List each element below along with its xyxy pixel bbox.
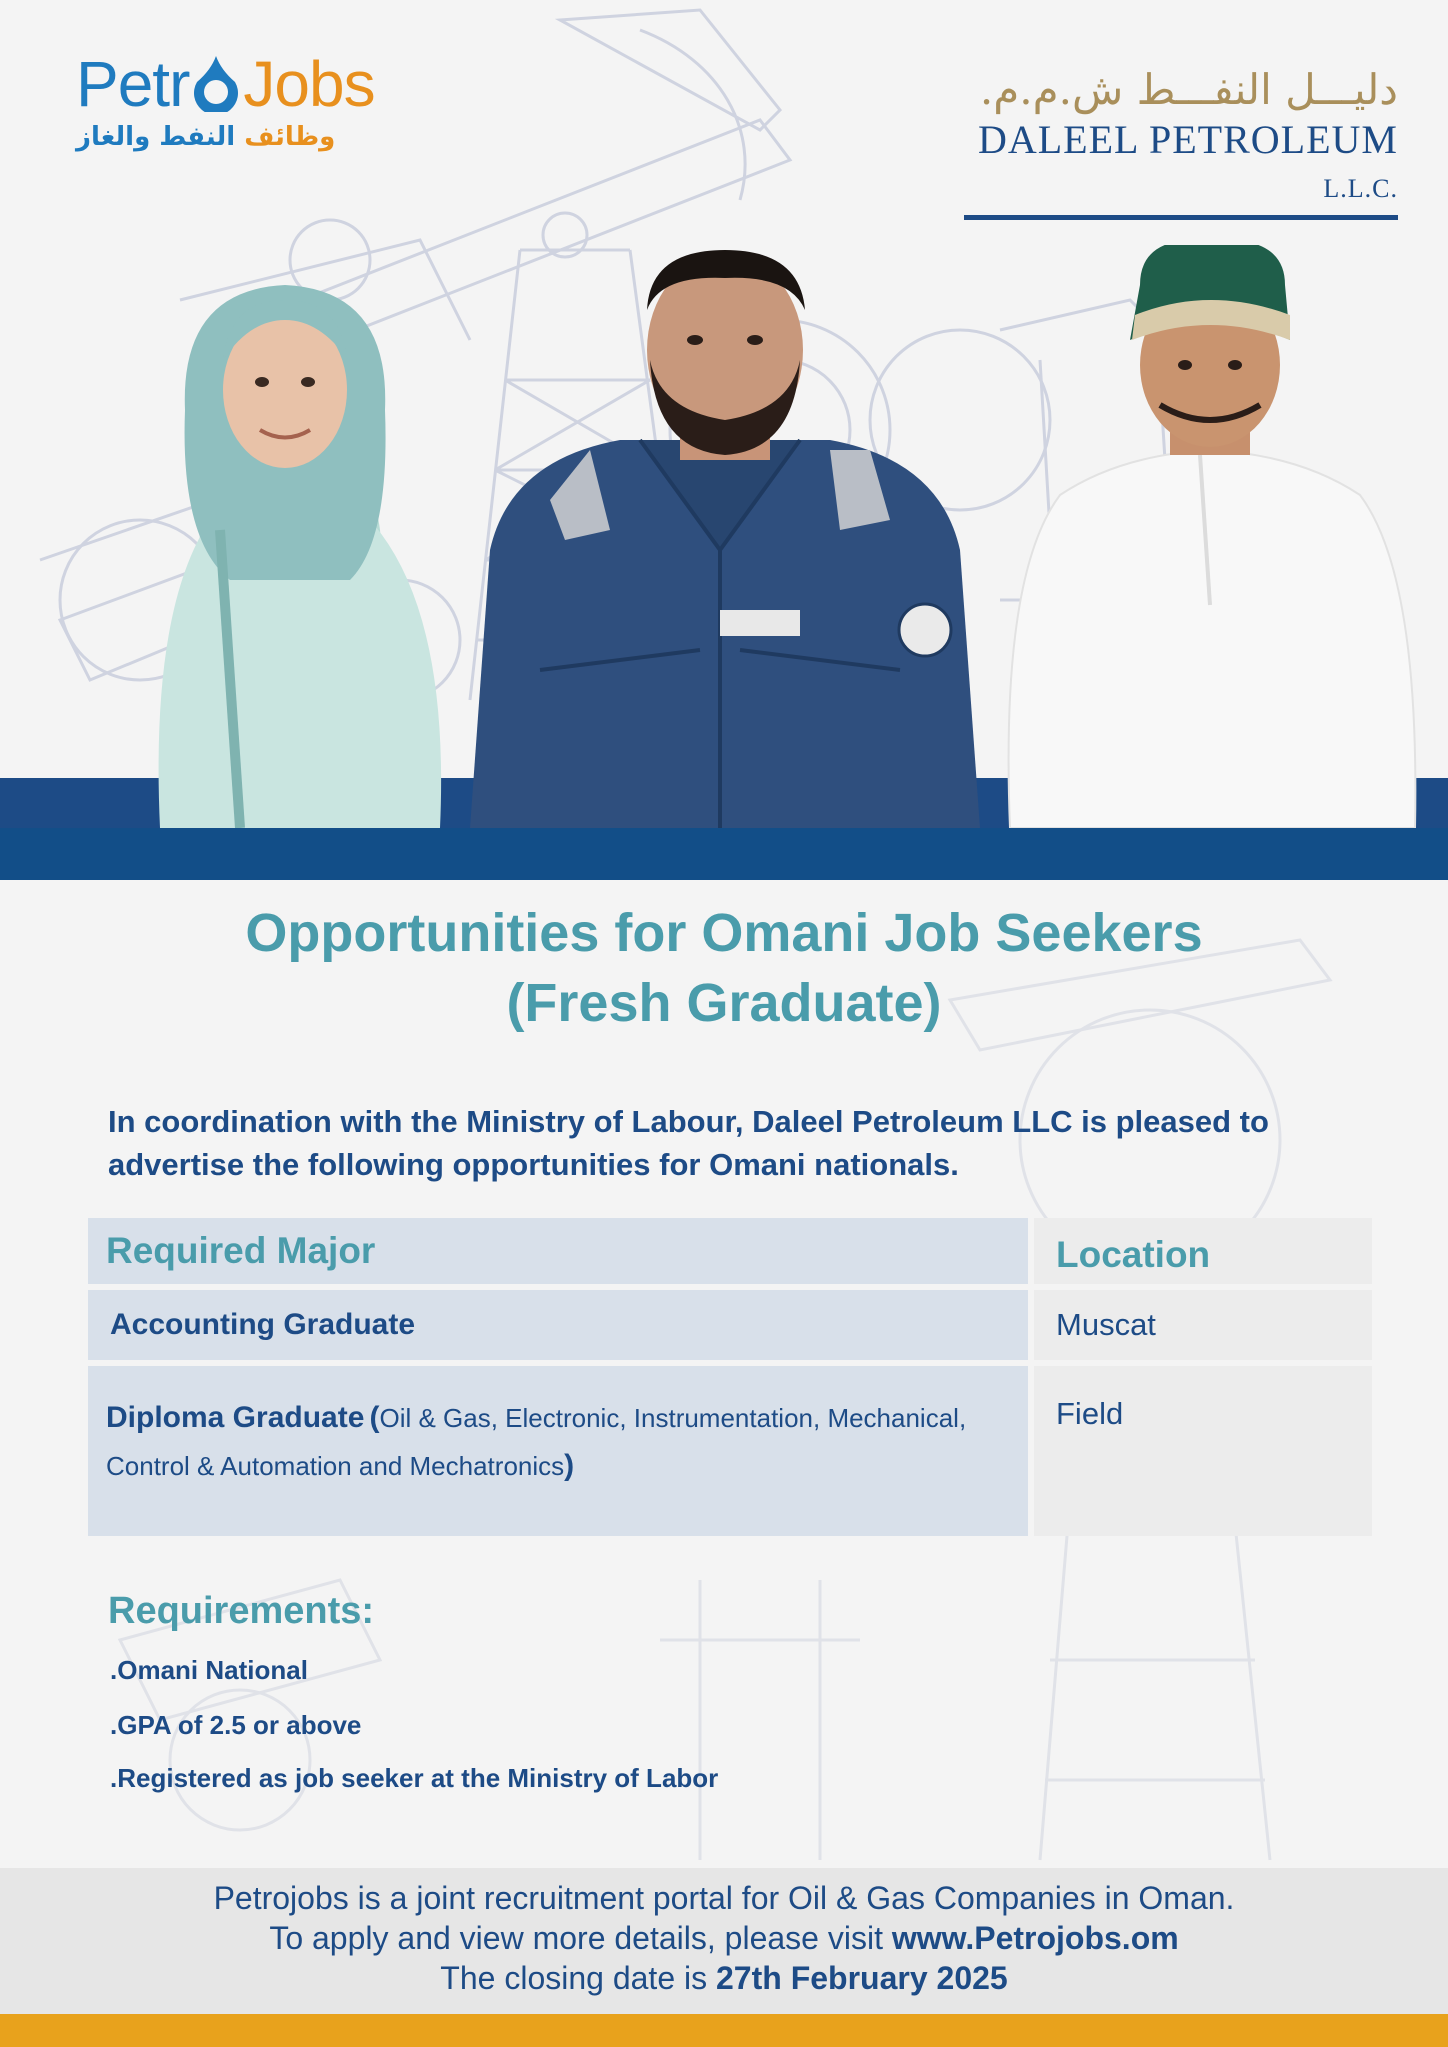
daleel-english-name (938, 118, 1398, 211)
petrojobs-logo-left: Petr (76, 48, 190, 120)
petrojobs-website-link[interactable]: www.Petrojobs.om (891, 1920, 1179, 1956)
title-line-2: (Fresh Graduate) (506, 973, 942, 1033)
paren-close: ) (564, 1449, 575, 1482)
daleel-arabic-name: دليـــل النفـــط ش.م.م. (979, 65, 1398, 114)
table-header-row (88, 1218, 1372, 1284)
petrojobs-logo-right: Jobs (243, 48, 375, 120)
location-field: Field (1056, 1396, 1124, 1431)
daleel-petroleum-logo (938, 65, 1398, 203)
location-cell (1034, 1290, 1372, 1360)
major-cell (88, 1366, 1028, 1536)
man-dishdasha-photo (1000, 245, 1420, 828)
footer-closing-text: The closing date is (440, 1960, 716, 1996)
title-line-1: Opportunities for Omani Job Seekers (245, 903, 1203, 963)
footer-accent-bar (0, 2014, 1448, 2047)
location-cell (1034, 1366, 1372, 1536)
requirements-title: Requirements: (108, 1590, 375, 1632)
man-coverall-photo (470, 250, 980, 828)
petrojobs-ar-part2: النفط والغاز (76, 122, 236, 152)
petrojobs-arabic-tagline (76, 122, 376, 152)
header-major-cell (88, 1218, 1028, 1284)
table-row (88, 1290, 1372, 1360)
daleel-name-text: DALEEL PETROLEUM (977, 117, 1398, 162)
oil-drop-icon (191, 56, 241, 112)
intro-paragraph: In coordination with the Ministry of Labour, Daleel Petroleum LLC is pleased to advertise the following opportunities for Omani nationals. (108, 1104, 1269, 1182)
page-title (0, 898, 1448, 1038)
major-accounting: Accounting Graduate (110, 1308, 416, 1341)
daleel-logo-rule (964, 215, 1398, 220)
table-row (88, 1366, 1372, 1536)
closing-date: 27th February 2025 (716, 1960, 1008, 1996)
daleel-suffix: L.L.C. (1323, 174, 1398, 203)
requirement-item: .Registered as job seeker at the Ministry of Labor (110, 1763, 719, 1793)
footer-line-1: Petrojobs is a joint recruitment portal for Oil & Gas Companies in Oman. (213, 1880, 1235, 1916)
petrojobs-logo (76, 48, 396, 192)
woman-graduate-photo (120, 280, 460, 828)
header-band (0, 828, 1448, 880)
footer-line-3 (0, 1958, 1448, 1998)
major-diploma: Diploma Graduate (106, 1401, 365, 1434)
footer-line-2 (0, 1918, 1448, 1958)
footer-apply-text: To apply and view more details, please visit (269, 1920, 892, 1956)
location-muscat: Muscat (1056, 1307, 1156, 1342)
requirement-item: .GPA of 2.5 or above (110, 1710, 362, 1740)
opportunities-table (88, 1218, 1372, 1542)
header-location-cell (1034, 1218, 1372, 1284)
header-required-major: Required Major (106, 1230, 376, 1271)
header-location: Location (1056, 1234, 1211, 1275)
requirement-item: .Omani National (110, 1655, 308, 1685)
major-cell (88, 1290, 1028, 1360)
petrojobs-ar-part1: وظائف (244, 122, 336, 152)
major-diploma-fields: Oil & Gas, Electronic, Instrumentation, Mechanical, Control & Automation and Mechatronics (106, 1403, 967, 1481)
footer (0, 1868, 1448, 2014)
paren-open: ( (369, 1401, 380, 1434)
